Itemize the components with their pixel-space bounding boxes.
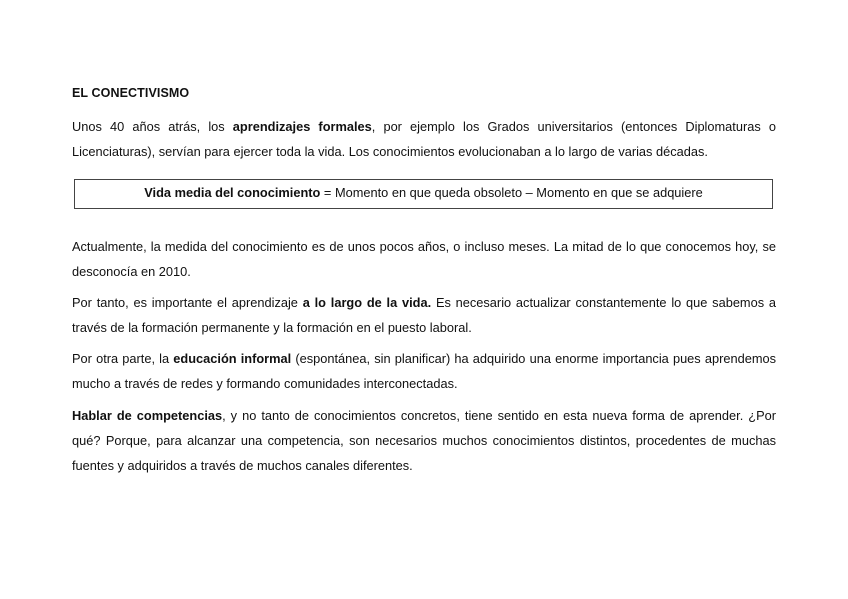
paragraph-text: (espontánea, sin planificar) ha adquirido una enorme importancia pues aprendemos mucho a través de redes y formando comunidades interconectadas. (72, 351, 776, 391)
document-title: EL CONECTIVISMO (72, 86, 190, 100)
paragraph-text: Es necesario actualizar constantemente lo que sabemos a través de la formación permanente y la formación en el puesto laboral. (72, 295, 777, 335)
paragraph-knowledge-halflife (72, 234, 776, 284)
paragraph-text: Por tanto, es importante el aprendizaje (72, 295, 303, 310)
paragraph-text: , por ejemplo los Grados universitarios (entonces Diplomaturas o Licenciaturas), servían para ejercer toda la vida. Los conocimientos evolucionaban a lo largo de varias décadas. (72, 119, 776, 159)
paragraph-text: Unos 40 años atrás, los (72, 119, 233, 134)
paragraph-competencies (72, 403, 776, 478)
paragraph-informal-education (72, 346, 776, 396)
paragraph-formal-learning (72, 114, 776, 164)
bold-term-competencies: Hablar de competencias (72, 408, 223, 423)
formula-box (74, 179, 773, 209)
document-page (72, 0, 776, 599)
paragraph-text: Por otra parte, la (72, 351, 174, 366)
bold-term-lifelong: a lo largo de la vida. (302, 295, 432, 310)
formula-term: Vida media del conocimiento (144, 185, 321, 200)
paragraph-text: , y no tanto de conocimientos concretos, tiene sentido en esta nueva forma de aprender. ¿Por qué? Porque, para alcanzar una competencia, son necesarios muchos conocimientos distintos, procedentes de muchas fuentes y adquiridos a través de muchos canales diferentes. (72, 408, 776, 473)
paragraph-text: Actualmente, la medida del conocimiento es de unos pocos años, o incluso meses. La mitad de lo que conocemos hoy, se desconocía en 2010. (72, 239, 776, 279)
paragraph-lifelong-learning (72, 290, 776, 340)
bold-term-informal-education: educación informal (173, 351, 292, 366)
bold-term-formal-learning: aprendizajes formales (232, 119, 372, 134)
formula-definition: = Momento en que queda obsoleto – Momento en que se adquiere (320, 185, 703, 200)
